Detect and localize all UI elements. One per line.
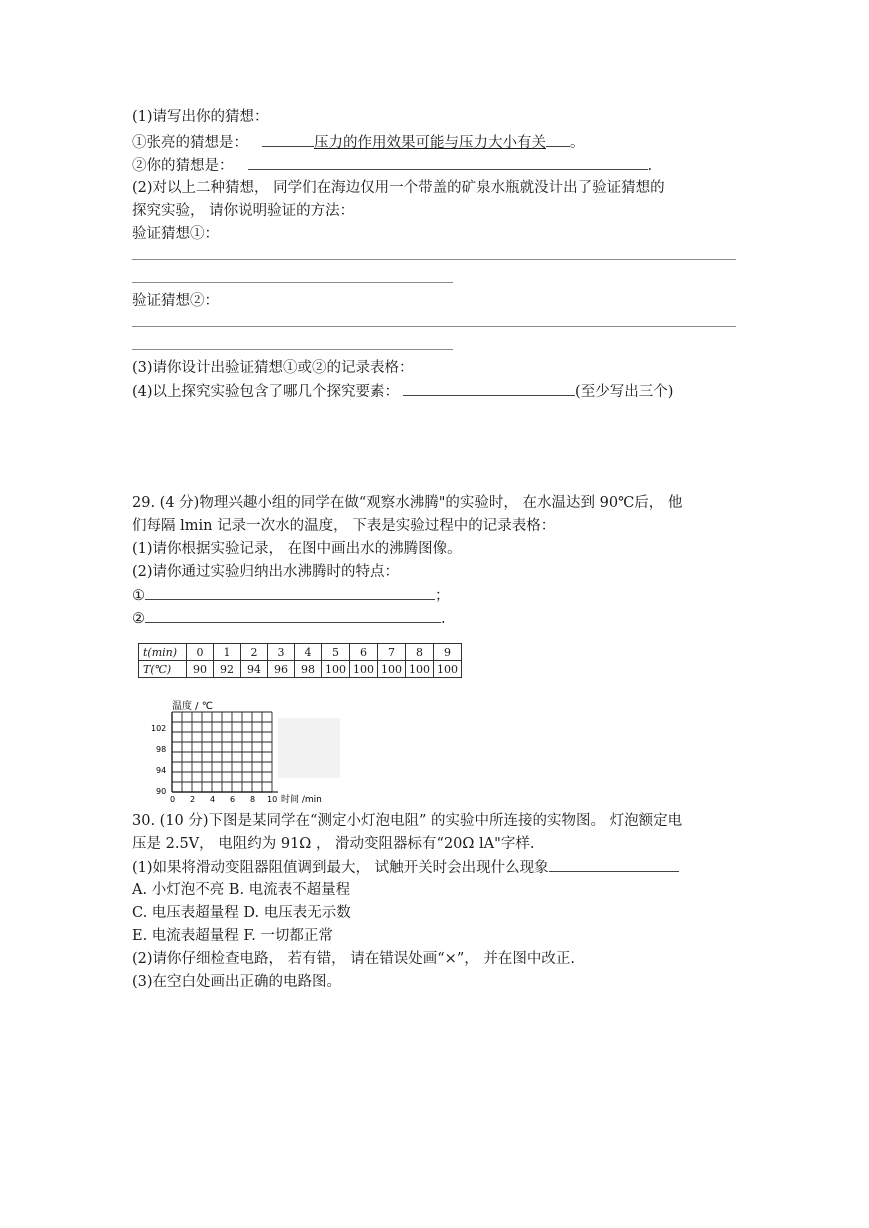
q30-blank[interactable] <box>549 857 679 872</box>
q1-label: (1)请写出你的猜想： <box>132 109 269 125</box>
table-cell: 100 <box>378 661 406 678</box>
verify2-answer-line-1[interactable] <box>132 326 736 327</box>
q3-label: (3)请你设计出验证猜想①或②的记录表格： <box>132 360 414 376</box>
zhang-guess-answer: 压力的作用效果可能与压力大小有关 <box>314 135 546 151</box>
q4-suffix: (至少写出三个) <box>575 384 674 400</box>
table-cell: 96 <box>268 661 295 678</box>
q30-options-ab: A. 小灯泡不亮 B. 电流表不超量程 <box>132 882 351 898</box>
q30-line3-text: (1)如果将滑动变阻器阻值调到最大， 试触开关时会出现什么现象 <box>132 860 549 876</box>
q29-blank2[interactable] <box>145 608 441 623</box>
q29-line2: 们每隔 lmin 记录一次水的温度， 下表是实验过程中的记录表格： <box>132 518 556 534</box>
verify2-answer-line-2[interactable] <box>132 349 453 350</box>
boiling-graph[interactable] <box>150 698 342 808</box>
q29-blank1[interactable] <box>145 585 435 600</box>
q4-prefix: (4)以上探究实验包含了哪几个探究要素： <box>132 384 400 400</box>
faded-area <box>278 718 340 778</box>
q30-line2: 压是 2.5V， 电阻约为 91Ω ， 滑动变阻器标有“20Ω lA"字样. <box>132 836 535 852</box>
x-tick-label: 8 <box>250 795 256 804</box>
x-tick-label: 10 <box>267 795 278 804</box>
q2-line2: 探究实验， 请你说明验证的方法： <box>132 203 355 219</box>
zhang-blank-left <box>262 132 314 147</box>
your-guess-prefix: ②你的猜想是： <box>132 158 234 174</box>
table-cell: 9 <box>434 644 462 661</box>
graph-x-label: 时间 /min <box>281 795 322 805</box>
your-guess-line <box>132 155 652 176</box>
q29-blank1-end: ； <box>435 588 450 604</box>
table-cell: 98 <box>295 661 322 678</box>
q30-line1: 30. (10 分)下图是某同学在“测定小灯泡电阻” 的实验中所连接的实物图。 灯泡额定电 <box>132 813 683 829</box>
table-cell: 1 <box>214 644 241 661</box>
table-cell: 90 <box>187 661 214 678</box>
table-cell: 92 <box>214 661 241 678</box>
table-cell: 100 <box>406 661 434 678</box>
your-guess-end: . <box>647 158 653 174</box>
table-header-time: t(min) <box>139 644 187 661</box>
verify1-answer-line-2[interactable] <box>132 282 453 283</box>
q30-options-cd: C. 电压表超量程 D. 电压表无示数 <box>132 905 351 921</box>
q30-line3 <box>132 857 679 878</box>
zhang-guess-prefix: ①张亮的猜想是： <box>132 135 248 151</box>
your-guess-blank[interactable] <box>248 155 648 170</box>
q4-blank[interactable] <box>403 381 575 396</box>
table-cell: 8 <box>406 644 434 661</box>
temperature-record-table <box>138 643 462 678</box>
table-header-temperature: T(℃) <box>139 661 187 678</box>
table-row-temperature <box>139 661 462 678</box>
x-tick-label: 0 <box>170 795 176 804</box>
q29-blank2-prefix: ② <box>132 611 145 627</box>
y-tick-label: 90 <box>156 787 167 796</box>
q29-line1: 29. (4 分)物理兴趣小组的同学在做“观察水沸腾"的实验时， 在水温达到 90℃后， 他 <box>132 495 683 511</box>
q4-line <box>132 381 673 402</box>
q29-line3: (1)请你根据实验记录， 在图中画出水的沸腾图像。 <box>132 541 462 557</box>
q29-blank1-line <box>132 585 450 606</box>
q30-options-ef: E. 电流表超量程 F. 一切都正常 <box>132 928 333 944</box>
q30-line4: (2)请你仔细检查电路， 若有错， 请在错误处画“×”， 并在图中改正. <box>132 951 575 967</box>
y-tick-label: 102 <box>151 724 167 733</box>
verify2-label: 验证猜想②： <box>132 293 219 309</box>
verify1-answer-line-1[interactable] <box>132 259 736 260</box>
table-cell: 6 <box>350 644 378 661</box>
table-cell: 2 <box>241 644 268 661</box>
table-cell: 5 <box>322 644 350 661</box>
table-cell: 3 <box>268 644 295 661</box>
table-cell: 4 <box>295 644 322 661</box>
x-tick-label: 2 <box>190 795 196 804</box>
x-tick-label: 6 <box>230 795 236 804</box>
x-tick-label: 4 <box>210 795 216 804</box>
zhang-guess-end: 。 <box>570 135 585 151</box>
verify1-label: 验证猜想①： <box>132 226 219 242</box>
table-cell: 100 <box>322 661 350 678</box>
q30-line5: (3)在空白处画出正确的电路图。 <box>132 974 342 990</box>
q2-line1: (2)对以上二种猜想， 同学们在海边仅用一个带盖的矿泉水瓶就没计出了验证猜想的 <box>132 180 665 196</box>
q29-blank2-line <box>132 608 446 629</box>
y-tick-label: 94 <box>156 766 167 775</box>
q29-blank2-end: . <box>441 611 446 627</box>
zhang-guess-line <box>132 132 585 153</box>
table-row-time <box>139 644 462 661</box>
y-tick-label: 98 <box>156 745 167 754</box>
q29-line4: (2)请你通过实验归纳出水沸腾时的特点： <box>132 564 400 580</box>
table-cell: 100 <box>350 661 378 678</box>
table-cell: 100 <box>434 661 462 678</box>
graph-y-label: 温度 / ℃ <box>172 701 213 712</box>
table-cell: 7 <box>378 644 406 661</box>
zhang-blank-right <box>546 132 570 147</box>
table-cell: 0 <box>187 644 214 661</box>
graph-grid <box>172 712 278 792</box>
q29-blank1-prefix: ① <box>132 588 145 604</box>
table-cell: 94 <box>241 661 268 678</box>
